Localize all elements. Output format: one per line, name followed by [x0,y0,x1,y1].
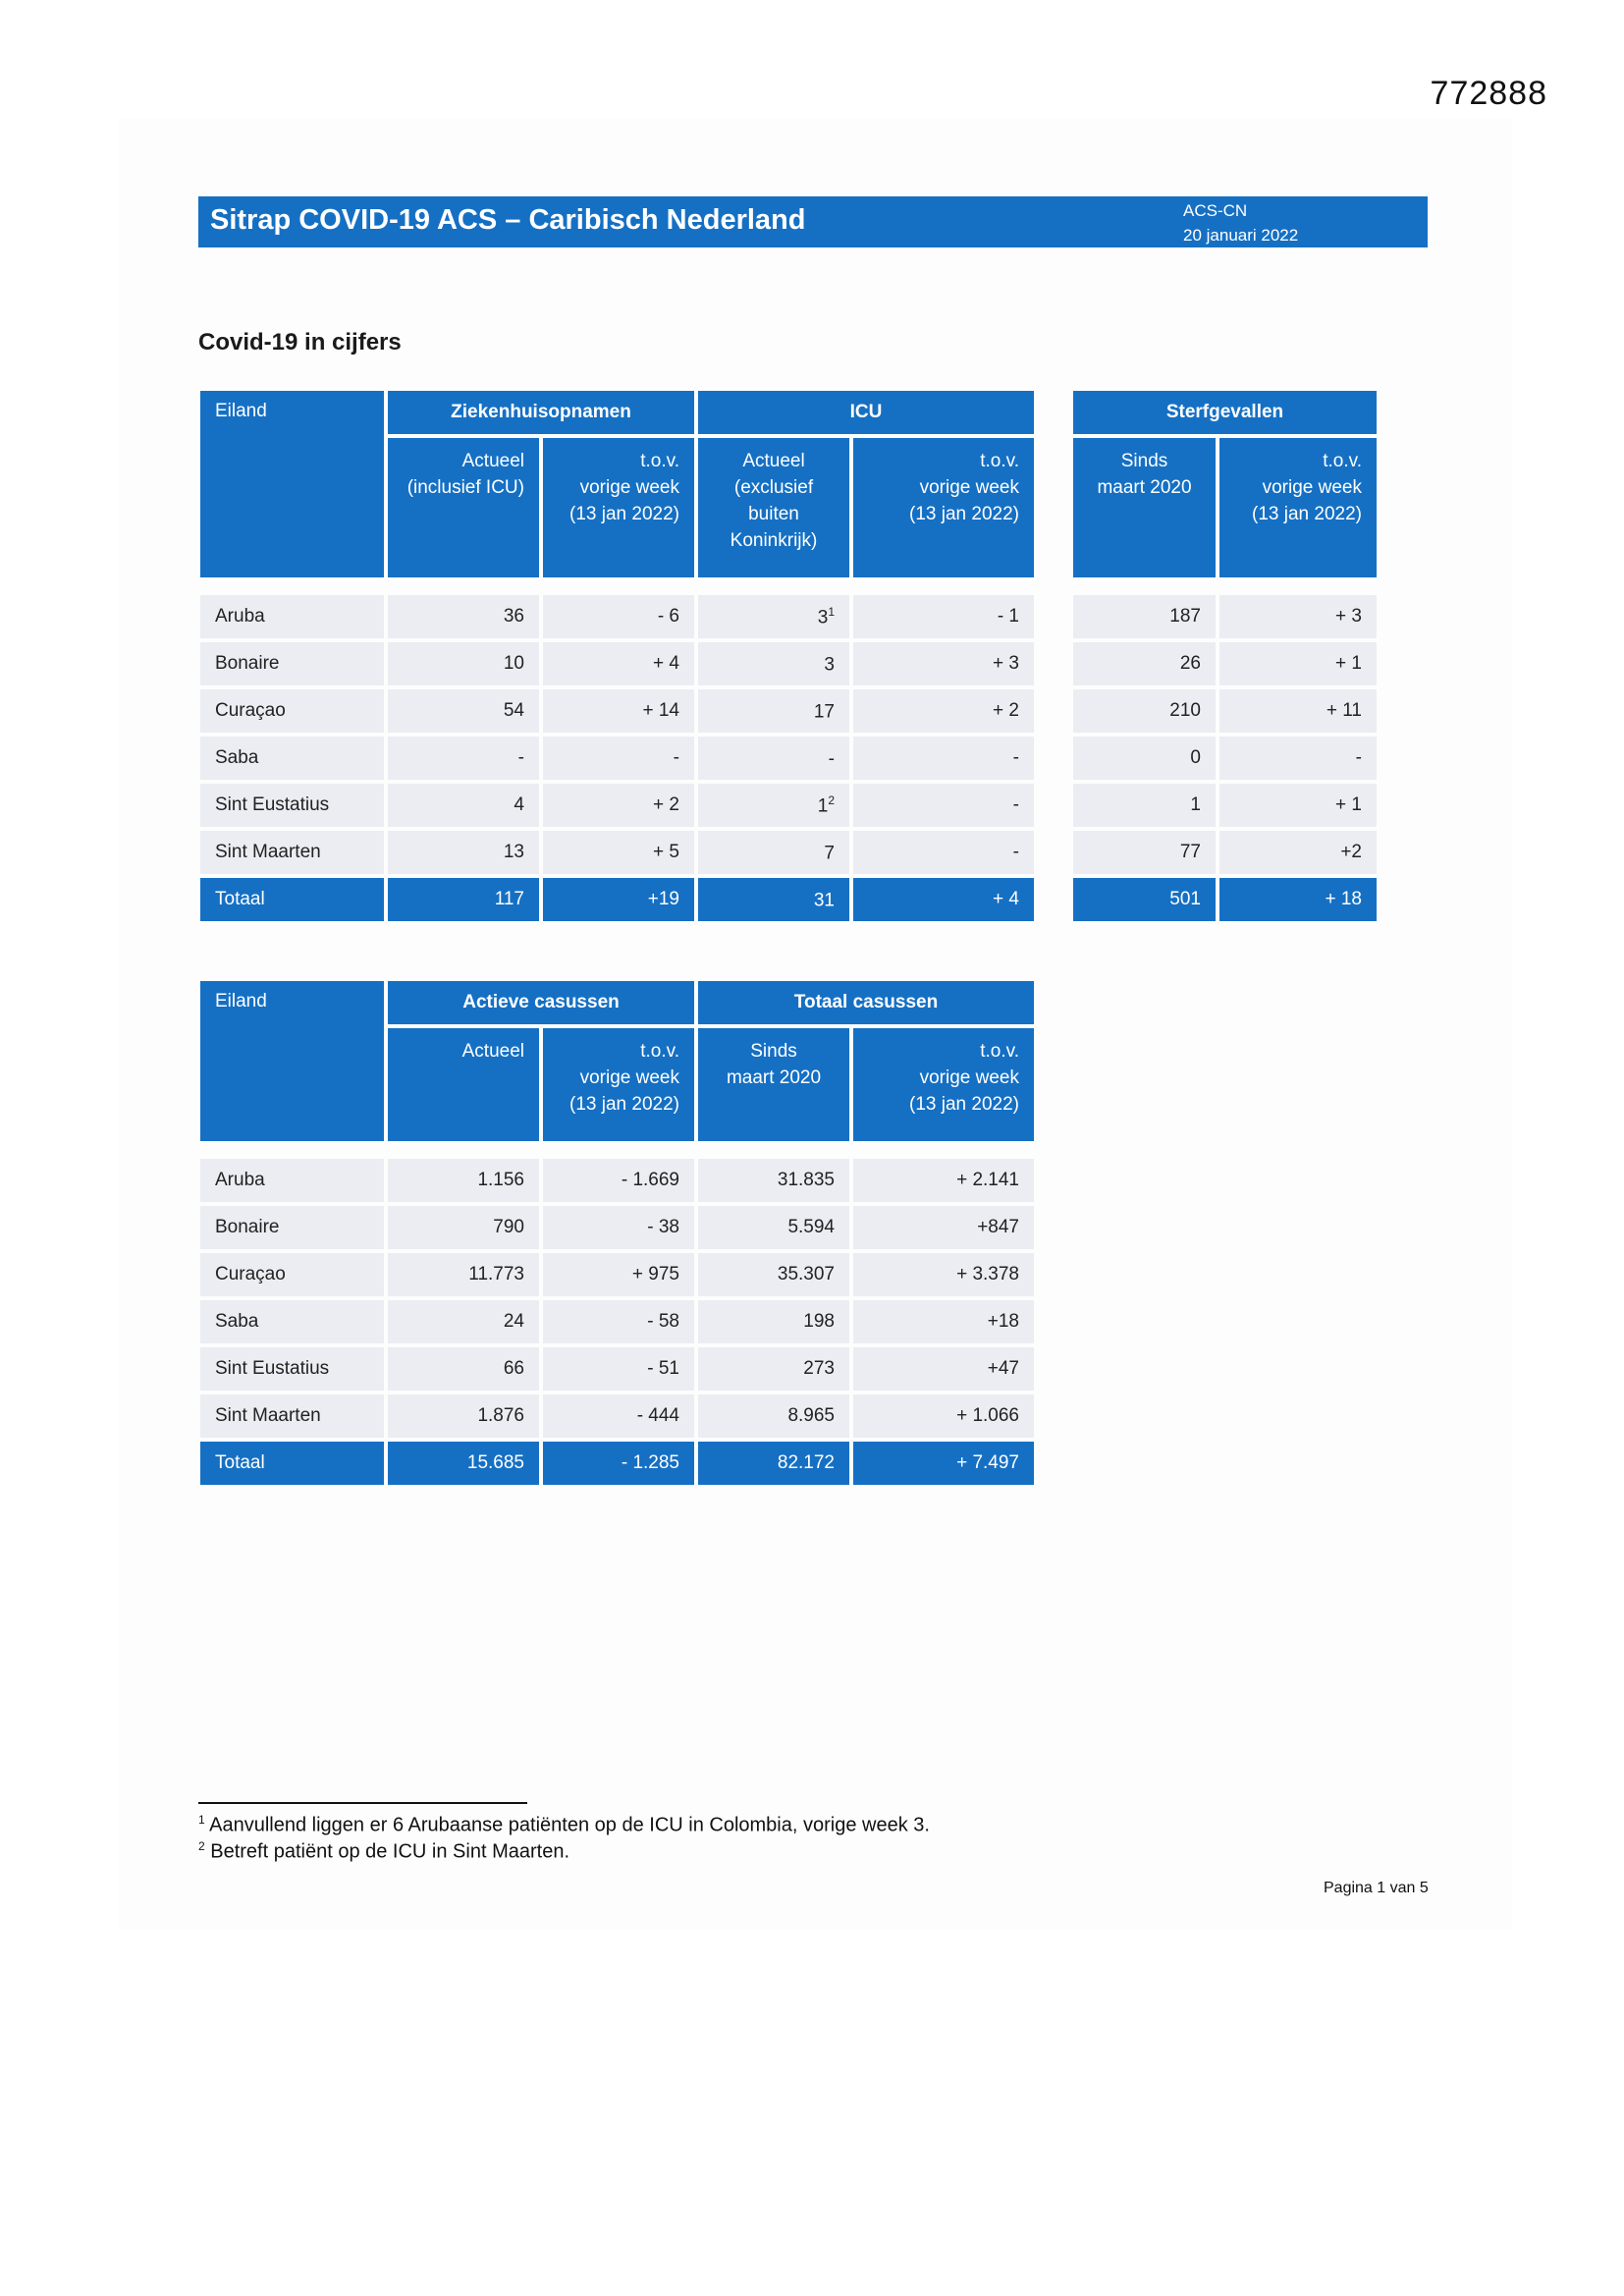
table-row [200,689,1377,733]
subheader-sterf-sinds: Sinds maart 2020 [1073,438,1216,577]
table-row [200,831,1377,874]
cell-act-tov: - 444 [543,1394,694,1438]
table-row [200,1394,1034,1438]
cell-act-actueel: 66 [388,1347,539,1391]
subheader-sterf-tov: t.o.v. vorige week (13 jan 2022) [1219,438,1377,577]
table-row [200,595,1377,638]
table-row [200,642,1377,685]
header-actieve-casussen: Actieve casussen [388,981,694,1024]
report-date: 20 januari 2022 [1183,226,1299,245]
cell-act-actueel: 11.773 [388,1253,539,1296]
cell-icu-actueel: 7 [698,831,849,874]
cell-eiland: Bonaire [200,642,384,685]
cell-act-actueel: 1.876 [388,1394,539,1438]
cell-sterf-tov: + 18 [1219,878,1377,921]
subheader-act-actueel: Actueel [388,1028,539,1141]
cell-tot-sinds: 198 [698,1300,849,1343]
cell-eiland: Totaal [200,1442,384,1485]
table-row [200,1300,1034,1343]
document-number: 772888 [1430,75,1547,112]
cell-zh-actueel: 4 [388,784,539,827]
cell-icu-tov: - [853,737,1034,780]
page-number: Pagina 1 van 5 [1324,1880,1429,1896]
cell-sterf-sinds: 210 [1073,689,1216,733]
cell-act-tov: - 1.285 [543,1442,694,1485]
cell-icu-tov: + 4 [853,878,1034,921]
cell-tot-sinds: 82.172 [698,1442,849,1485]
table-hospital-icu-deaths [196,387,1380,925]
cell-zh-tov: + 4 [543,642,694,685]
cell-zh-actueel: 54 [388,689,539,733]
cell-act-tov: - 1.669 [543,1159,694,1202]
table-total-row [200,878,1377,921]
table-cases [196,977,1038,1489]
cell-eiland: Curaçao [200,1253,384,1296]
subheader-tot-tov: t.o.v. vorige week (13 jan 2022) [853,1028,1034,1141]
cell-zh-tov: - 6 [543,595,694,638]
cell-eiland: Saba [200,737,384,780]
cell-tot-sinds: 273 [698,1347,849,1391]
report-title: Sitrap COVID-19 ACS – Caribisch Nederland [210,204,806,236]
cell-tot-sinds: 35.307 [698,1253,849,1296]
cell-icu-tov: - [853,831,1034,874]
table-row [200,784,1377,827]
cell-icu-actueel: $1^2$ [698,784,849,827]
cell-zh-actueel: - [388,737,539,780]
cell-icu-actueel: 17 [698,689,849,733]
cell-eiland: Curaçao [200,689,384,733]
cell-eiland: Sint Eustatius [200,1347,384,1391]
header-icu: ICU [698,391,1034,434]
cell-zh-tov: + 14 [543,689,694,733]
cell-icu-tov: - 1 [853,595,1034,638]
cell-icu-tov: - [853,784,1034,827]
cell-icu-actueel: $3^1$ [698,595,849,638]
cell-eiland: Sint Eustatius [200,784,384,827]
cell-zh-actueel: 36 [388,595,539,638]
cell-tot-sinds: 8.965 [698,1394,849,1438]
subheader-tot-sinds: Sinds maart 2020 [698,1028,849,1141]
cell-icu-actueel: 31 [698,878,849,921]
subheader-act-tov: t.o.v. vorige week (13 jan 2022) [543,1028,694,1141]
cell-tot-tov: + 7.497 [853,1442,1034,1485]
cell-tot-tov: + 3.378 [853,1253,1034,1296]
cell-act-actueel: 1.156 [388,1159,539,1202]
cell-act-actueel: 15.685 [388,1442,539,1485]
cell-icu-tov: + 3 [853,642,1034,685]
cell-sterf-sinds: 26 [1073,642,1216,685]
table-total-row [200,1442,1034,1485]
header-eiland: Eiland [200,981,384,1141]
cell-eiland: Bonaire [200,1206,384,1249]
cell-tot-sinds: 31.835 [698,1159,849,1202]
header-totaal-casussen: Totaal casussen [698,981,1034,1024]
footnote-2: $^2$ Betreft patiënt op de ICU in Sint Maarten. [198,1839,570,1863]
report-org: ACS-CN [1183,201,1248,220]
table-row [200,1206,1034,1249]
cell-sterf-sinds: 0 [1073,737,1216,780]
cell-tot-tov: +18 [853,1300,1034,1343]
subheader-icu-tov: t.o.v. vorige week (13 jan 2022) [853,438,1034,577]
cell-zh-actueel: 13 [388,831,539,874]
cell-tot-tov: +847 [853,1206,1034,1249]
cell-eiland: Sint Maarten [200,1394,384,1438]
cell-zh-actueel: 10 [388,642,539,685]
cell-icu-actueel: - [698,737,849,780]
cell-icu-actueel: 3 [698,642,849,685]
header-sterfgevallen: Sterfgevallen [1073,391,1377,434]
footnote-divider [198,1802,527,1804]
report-meta [1183,198,1298,247]
title-bar [198,196,1428,247]
cell-act-tov: + 975 [543,1253,694,1296]
cell-zh-tov: +19 [543,878,694,921]
cell-act-actueel: 24 [388,1300,539,1343]
table-row [200,737,1377,780]
table-row [200,1347,1034,1391]
cell-tot-tov: + 2.141 [853,1159,1034,1202]
cell-sterf-tov: + 1 [1219,784,1377,827]
table-row [200,1253,1034,1296]
cell-eiland: Totaal [200,878,384,921]
cell-sterf-sinds: 1 [1073,784,1216,827]
cell-eiland: Aruba [200,1159,384,1202]
cell-sterf-tov: +2 [1219,831,1377,874]
cell-act-tov: - 38 [543,1206,694,1249]
subheader-zh-actueel: Actueel (inclusief ICU) [388,438,539,577]
cell-zh-tov: + 5 [543,831,694,874]
table-row [200,1159,1034,1202]
cell-icu-tov: + 2 [853,689,1034,733]
cell-zh-tov: + 2 [543,784,694,827]
section-title: Covid-19 in cijfers [198,329,402,355]
cell-sterf-sinds: 187 [1073,595,1216,638]
cell-sterf-sinds: 77 [1073,831,1216,874]
header-eiland: Eiland [200,391,384,577]
header-ziekenhuisopnamen: Ziekenhuisopnamen [388,391,694,434]
cell-sterf-tov: + 1 [1219,642,1377,685]
cell-eiland: Sint Maarten [200,831,384,874]
footnote-1: $^1$ Aanvullend liggen er 6 Arubaanse patiënten op de ICU in Colombia, vorige week 3. [198,1813,930,1836]
cell-eiland: Saba [200,1300,384,1343]
subheader-icu-actueel: Actueel (exclusief buiten Koninkrijk) [698,438,849,577]
cell-eiland: Aruba [200,595,384,638]
cell-act-tov: - 51 [543,1347,694,1391]
cell-zh-tov: - [543,737,694,780]
cell-act-tov: - 58 [543,1300,694,1343]
cell-sterf-tov: + 11 [1219,689,1377,733]
cell-tot-tov: +47 [853,1347,1034,1391]
cell-tot-tov: + 1.066 [853,1394,1034,1438]
cell-sterf-tov: - [1219,737,1377,780]
cell-tot-sinds: 5.594 [698,1206,849,1249]
cell-sterf-sinds: 501 [1073,878,1216,921]
cell-sterf-tov: + 3 [1219,595,1377,638]
cell-zh-actueel: 117 [388,878,539,921]
cell-act-actueel: 790 [388,1206,539,1249]
subheader-zh-tov: t.o.v. vorige week (13 jan 2022) [543,438,694,577]
